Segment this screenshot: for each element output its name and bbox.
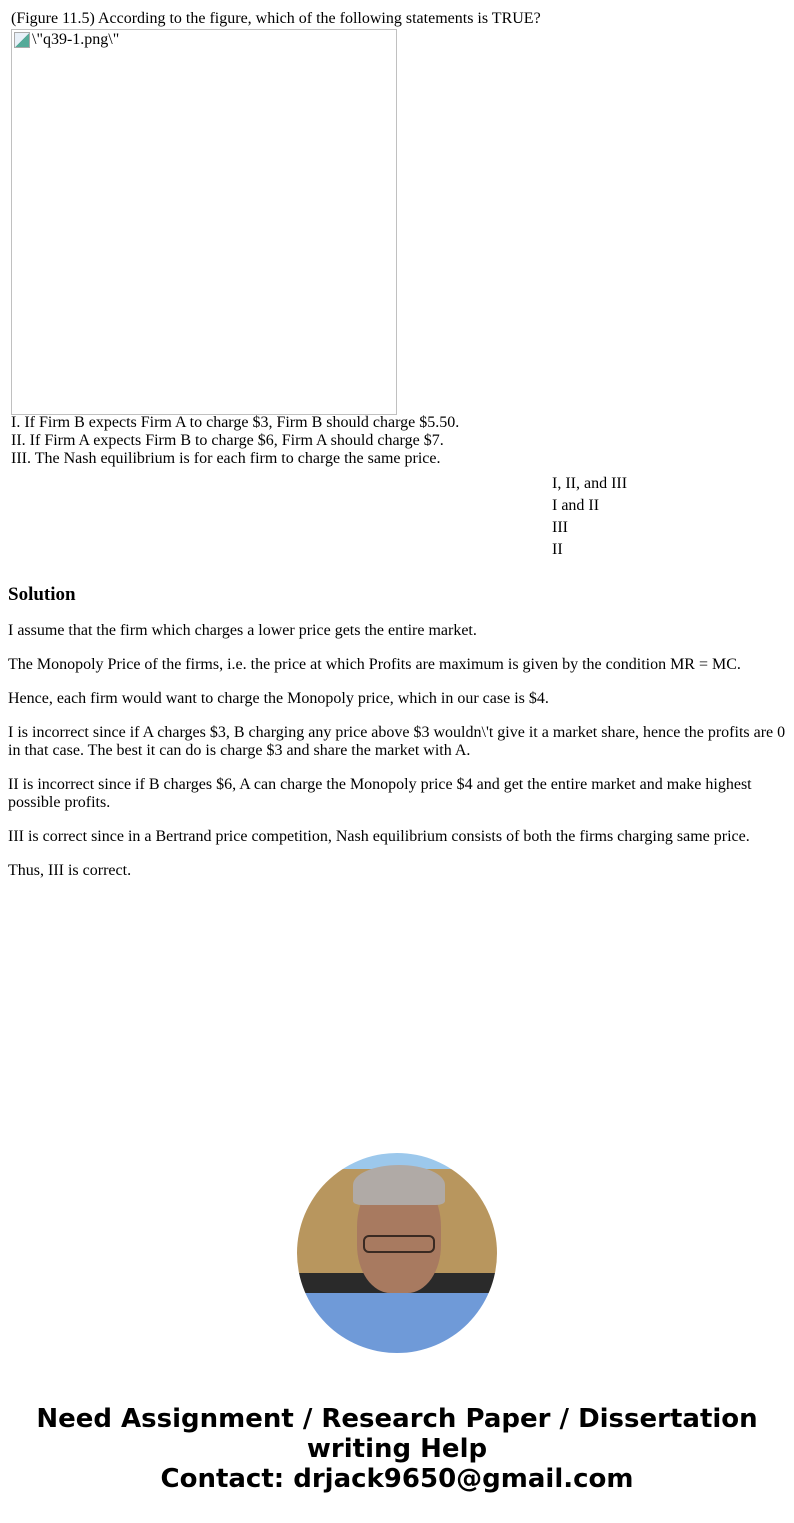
answer-option: III <box>552 519 568 536</box>
footer-headline: Need Assignment / Research Paper / Dissertation writing Help <box>36 1404 758 1464</box>
footer-contact: Contact: drjack9650@gmail.com <box>160 1464 634 1494</box>
solution-heading: Solution <box>8 584 76 605</box>
answer-options <box>552 475 627 563</box>
statement: II. If Firm A expects Firm B to charge $6, Firm A should charge $7. <box>11 432 444 449</box>
statement: I. If Firm B expects Firm A to charge $3, Firm B should charge $5.50. <box>11 414 460 431</box>
answer-option: II <box>552 541 563 558</box>
solution-paragraph: Hence, each firm would want to charge the Monopoly price, which in our case is $4. <box>8 690 549 707</box>
solution-paragraph: Thus, III is correct. <box>8 862 132 879</box>
solution-paragraph: I is incorrect since if A charges $3, B charging any price above $3 wouldn\'t give it a market share, hence the profits are 0 in that case. The best it can do is charge $3 and share the market with A. <box>8 724 786 759</box>
solution-paragraph: III is correct since in a Bertrand price competition, Nash equilibrium consists of both the firms charging same price. <box>8 828 750 845</box>
answer-option: I, II, and III <box>552 475 628 492</box>
question-text: (Figure 11.5) According to the figure, which of the following statements is TRUE? <box>11 10 541 27</box>
statements <box>11 414 459 468</box>
broken-image-icon <box>14 32 30 48</box>
answer-option: I and II <box>552 497 600 514</box>
solution-paragraph: I assume that the firm which charges a lower price gets the entire market. <box>8 622 477 639</box>
contact-banner <box>0 1404 794 1494</box>
image-alt-text: \"q39-1.png\" <box>32 31 120 48</box>
solution-paragraph: The Monopoly Price of the firms, i.e. the price at which Profits are maximum is given by the condition MR = MC. <box>8 656 741 673</box>
solution-section <box>8 584 788 896</box>
statement: III. The Nash equilibrium is for each firm to charge the same price. <box>11 450 441 467</box>
figure-image-placeholder <box>11 29 397 415</box>
author-avatar <box>297 1153 497 1353</box>
solution-paragraph: II is incorrect since if B charges $6, A can charge the Monopoly price $4 and get the entire market and make highest possible profits. <box>8 776 752 811</box>
